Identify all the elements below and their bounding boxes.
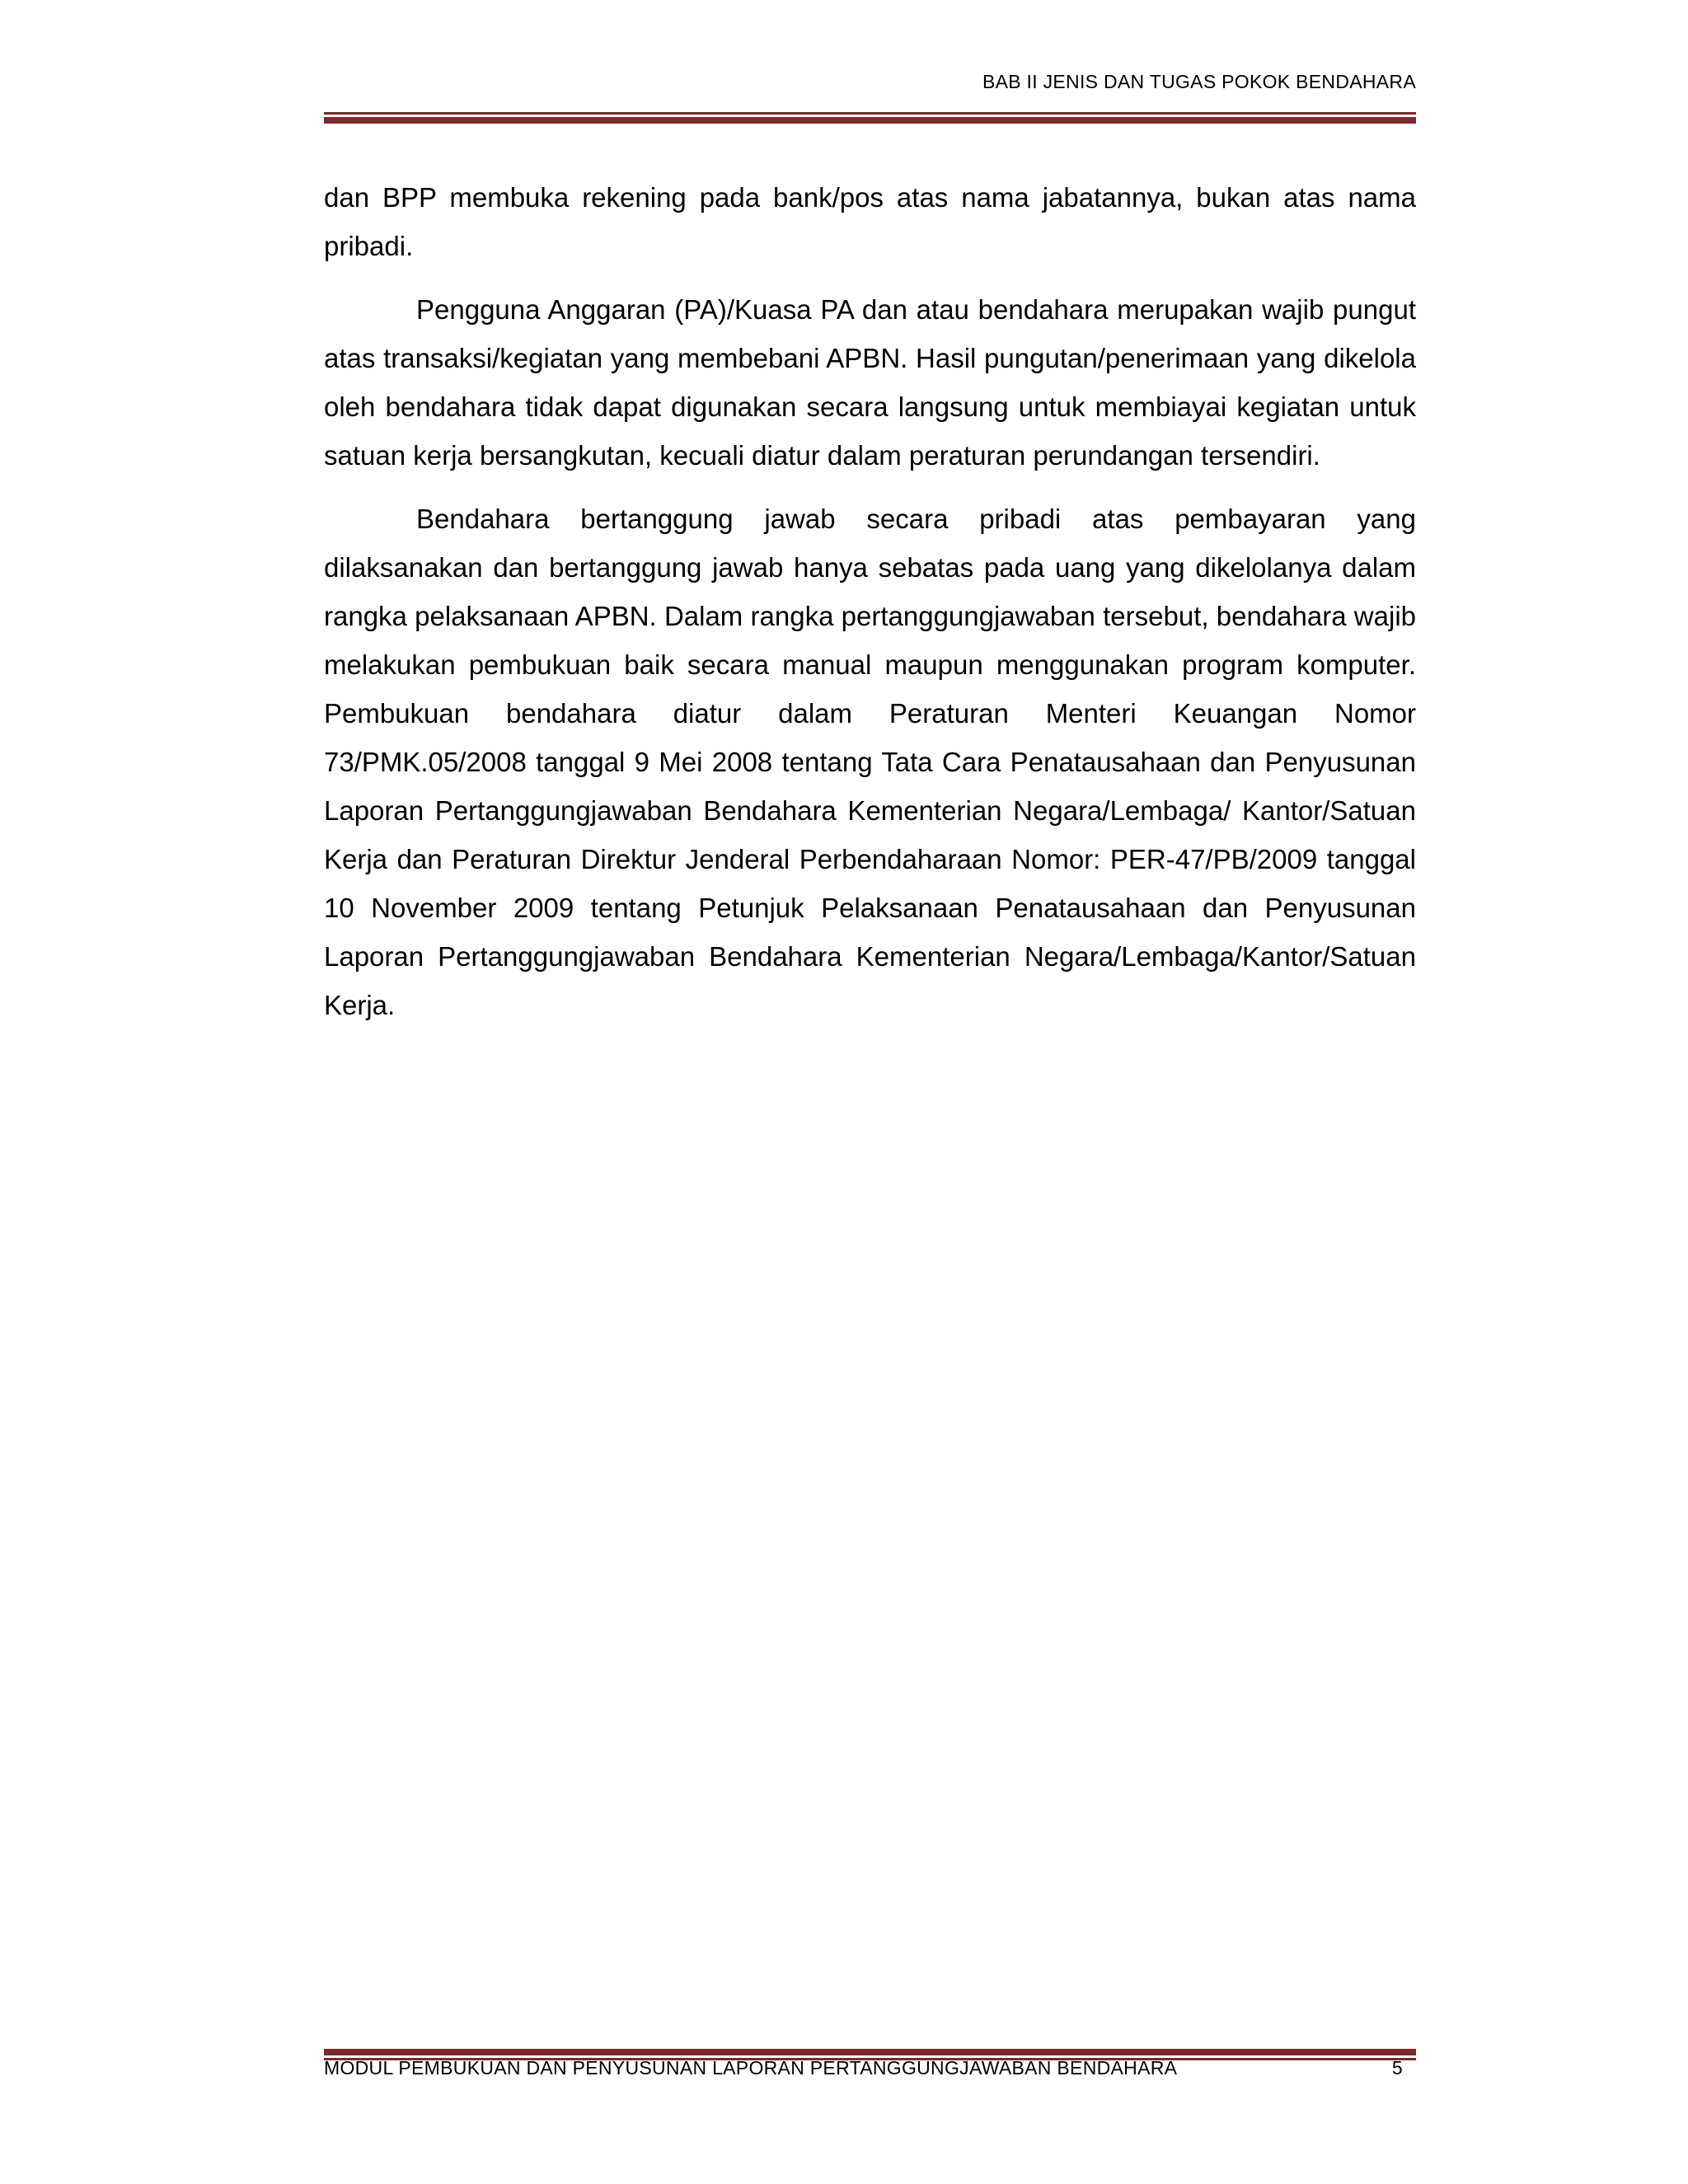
header-rule bbox=[324, 112, 1416, 124]
footer-rule-thick-line bbox=[324, 2049, 1416, 2055]
page-number: 5 bbox=[1391, 2057, 1403, 2079]
body-paragraph-3: Bendahara bertanggung jawab secara pribadi atas pembayaran yang dilaksanakan dan bertanggung jawab hanya sebatas pada uang yang dikelolanya dalam rangka pelaksanaan APBN. Dalam rangka pertanggungjawaban tersebut, bendahara wajib melakukan pembukuan baik secara manual maupun menggunakan program komputer. Pembukuan bendahara diatur dalam Peraturan Menteri Keuangan Nomor 73/PMK.05/2008 tanggal 9 Mei 2008 tentang Tata Cara Penatausahaan dan Penyusunan Laporan Pertanggungjawaban Bendahara Kementerian Negara/Lembaga/ Kantor/Satuan Kerja dan Peraturan Direktur Jenderal Perbendaharaan Nomor: PER-47/PB/2009 tanggal 10 November 2009 tentang Petunjuk Pelaksanaan Penatausahaan dan Penyusunan Laporan Pertanggungjawaban Bendahara Kementerian Negara/Lembaga/Kantor/Satuan Kerja. bbox=[324, 504, 1416, 1020]
body-paragraph-2: Pengguna Anggaran (PA)/Kuasa PA dan atau bendahara merupakan wajib pungut atas transaksi/kegiatan yang membebani APBN. Hasil pungutan/penerimaan yang dikelola oleh bendahara tidak dapat digunakan secara langsung untuk membiayai kegiatan untuk satuan kerja bersangkutan, kecuali diatur dalam peraturan perundangan tersendiri. bbox=[324, 294, 1416, 471]
page-body bbox=[324, 173, 1416, 1044]
footer-title: MODUL PEMBUKUAN DAN PENYUSUNAN LAPORAN PERTANGGUNGJAWABAN BENDAHARA bbox=[324, 2057, 1178, 2079]
header-rule-thick-line bbox=[324, 117, 1416, 124]
running-header: BAB II JENIS DAN TUGAS POKOK BENDAHARA bbox=[982, 71, 1416, 92]
running-footer bbox=[324, 2057, 1416, 2079]
body-paragraph-1: dan BPP membuka rekening pada bank/pos atas nama jabatannya, bukan atas nama pribadi. bbox=[324, 182, 1416, 261]
